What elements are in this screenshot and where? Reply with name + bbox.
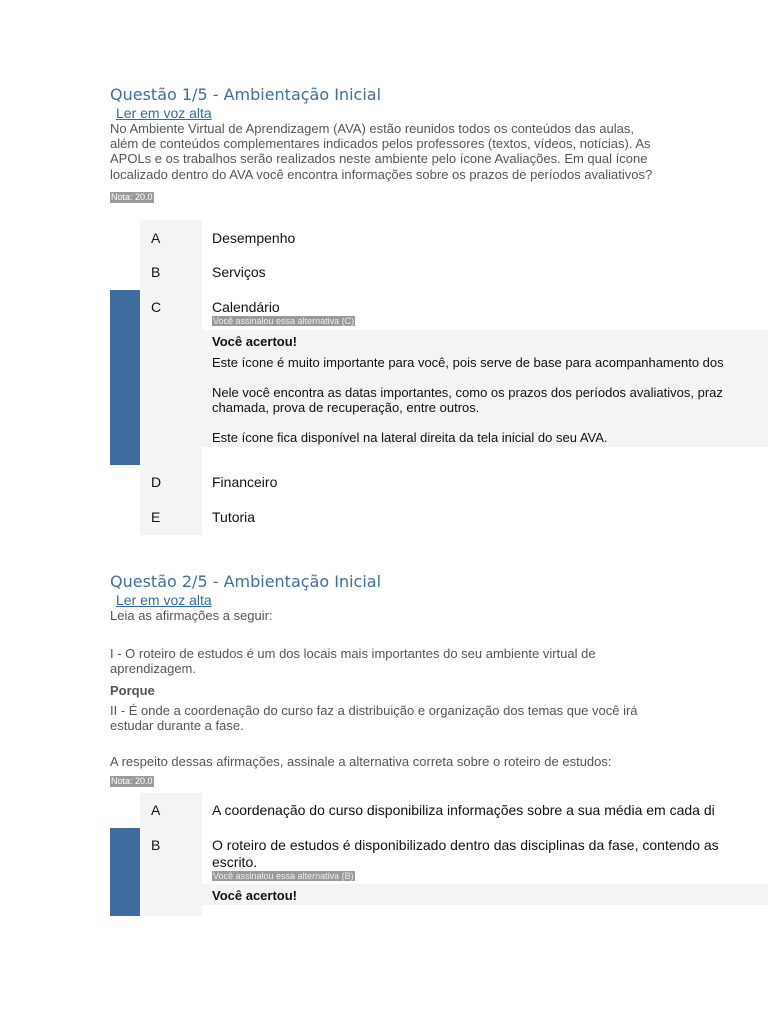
feedback-box-2	[202, 884, 768, 905]
feedback-title: Você acertou!	[212, 334, 298, 349]
feedback-paragraph-cont: chamada, prova de recuperação, entre outros.	[212, 400, 480, 415]
option-letter: C	[140, 290, 202, 465]
question-2-title: Questão 2/5 - Ambientação Inicial	[110, 572, 382, 591]
selected-marker: Você assinalou essa alternativa (B)	[213, 871, 354, 881]
read-aloud-link-1[interactable]: Ler em voz alta	[116, 105, 212, 121]
option-letter: A	[140, 220, 202, 255]
selected-indicator	[110, 828, 140, 916]
option-text: Calendário	[212, 299, 280, 315]
question-2-options	[110, 793, 768, 916]
option-text-cont: escrito.	[212, 854, 258, 870]
option-c-selected[interactable]	[110, 290, 768, 465]
feedback-paragraph: Este ícone fica disponível na lateral direita da tela inicial do seu AVA.	[212, 430, 608, 445]
grade-badge-2: Nota: 20.0	[111, 776, 153, 787]
option-b[interactable]	[110, 255, 768, 290]
question-1-title: Questão 1/5 - Ambientação Inicial	[110, 85, 382, 104]
option-text: Serviços	[212, 264, 266, 280]
question-2-intro: Leia as afirmações a seguir:	[110, 608, 273, 623]
read-aloud-link-2[interactable]: Ler em voz alta	[116, 592, 212, 608]
question-1-text: No Ambiente Virtual de Aprendizagem (AVA) estão reunidos todos os conteúdos das aulas, além de conteúdos complementares indicados pelos professores (textos, vídeos, notícias). As APOLs e os trabalhos serão realizados neste ambiente pelo ícone Avaliações. Em qual ícone localizado dentro do AVA você encontra informações sobre os prazos de períodos avaliativos?	[110, 121, 653, 182]
option-text: O roteiro de estudos é disponibilizado dentro das disciplinas da fase, contendo as	[212, 837, 719, 853]
question-2	[110, 572, 768, 789]
option-letter: A	[140, 793, 202, 828]
statement-1: I - O roteiro de estudos é um dos locais mais importantes do seu ambiente virtual de aprendizagem.	[110, 646, 596, 677]
option-text: A coordenação do curso disponibiliza informações sobre a sua média em cada di	[212, 802, 715, 818]
feedback-paragraph: Nele você encontra as datas importantes, como os prazos dos períodos avaliativos, praz	[212, 385, 723, 400]
option-a[interactable]	[110, 220, 768, 255]
option-letter: B	[140, 255, 202, 290]
option-letter: E	[140, 500, 202, 535]
feedback-paragraph: Este ícone é muito importante para você, pois serve de base para acompanhamento dos	[212, 355, 724, 370]
question-1	[110, 85, 768, 205]
statement-2: II - É onde a coordenação do curso faz a distribuição e organização dos temas que você irá estudar durante a fase.	[110, 702, 638, 734]
grade-badge-1: Nota: 20.0	[111, 191, 153, 202]
option-letter: B	[140, 828, 202, 916]
feedback-box-1	[202, 330, 768, 447]
option-letter: D	[140, 465, 202, 500]
option-d[interactable]	[110, 465, 768, 500]
option-text: Tutoria	[212, 509, 256, 525]
option-e[interactable]	[110, 500, 768, 535]
selected-marker: Você assinalou essa alternativa (C)	[213, 316, 355, 326]
question-1-options	[110, 220, 768, 535]
option-a[interactable]	[110, 793, 768, 828]
question-2-ask: A respeito dessas afirmações, assinale a alternativa correta sobre o roteiro de estudos:	[110, 754, 612, 770]
option-text: Financeiro	[212, 474, 278, 490]
feedback-title: Você acertou!	[212, 888, 298, 903]
because-label: Porque	[110, 682, 155, 698]
option-text: Desempenho	[212, 230, 296, 246]
selected-indicator	[110, 290, 140, 465]
option-b-selected[interactable]	[110, 828, 768, 916]
